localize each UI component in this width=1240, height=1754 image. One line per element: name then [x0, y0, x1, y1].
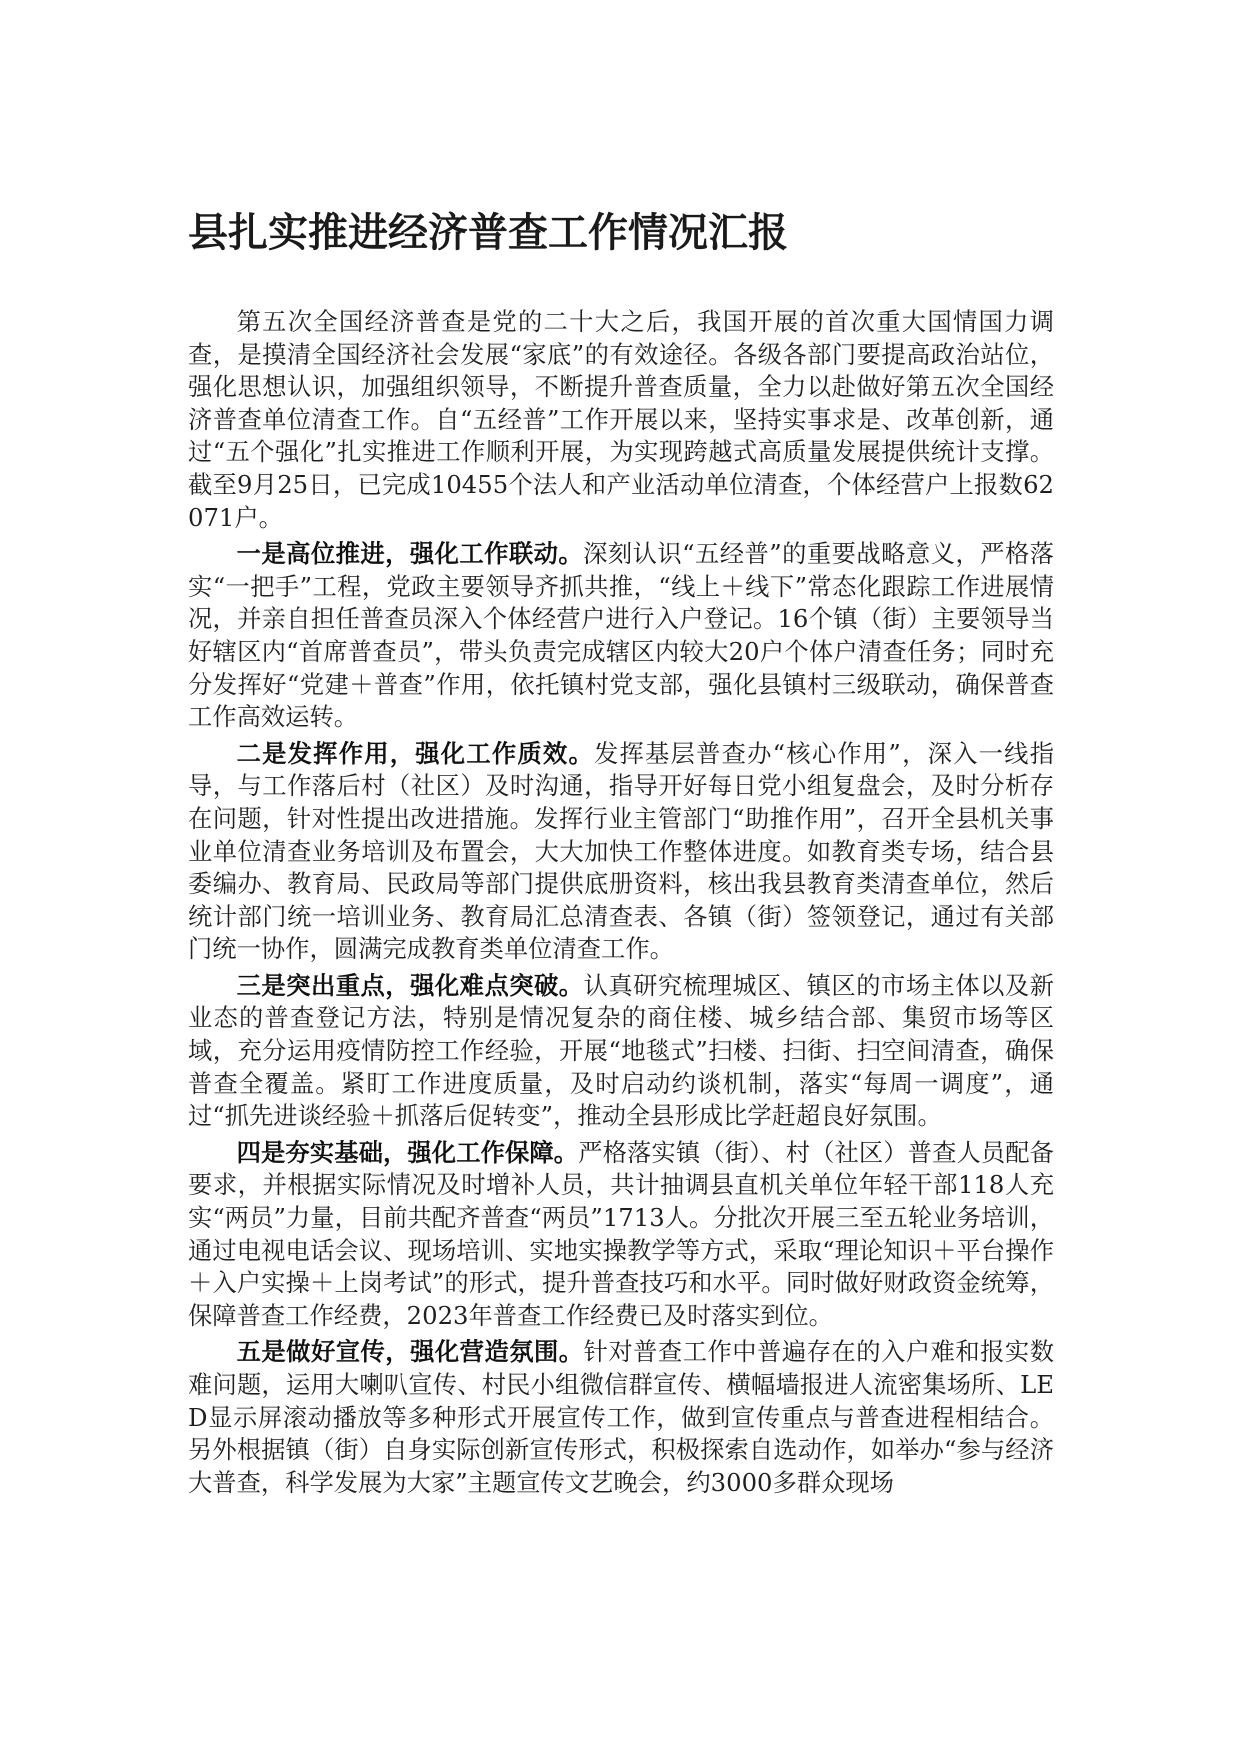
paragraph-text: 认真研究梳理城区、镇区的市场主体以及新业态的普查登记方法，特别是情况复杂的商住楼、城乡结合部、集贸市场等区域，充分运用疫情防控工作经验，开展“地毯式”扫楼、扫街、扫空间清查，确保普查全覆盖。紧盯工作进度质量，及时启动约谈机制，落实“每周一调度”，通过“抓先进谈经验＋抓落后促转变”，推动全县形成比学赶超良好氛围。 — [188, 970, 1054, 1131]
paragraph-text: 深刻认识“五经普”的重要战略意义，严格落实“一把手”工程，党政主要领导齐抓共推，“线上＋线下”常态化跟踪工作进展情况，并亲自担任普查员深入个体经营户进行入户登记。16个镇（街）主要领导当好辖区内“首席普查员”，带头负责完成辖区内较大20户个体户清查任务；同时充分发挥好“党建＋普查”作用，依托镇村党支部，强化县镇村三级联动，确保普查工作高效运转。 — [188, 539, 1054, 732]
paragraph-point-1 — [188, 538, 1054, 734]
paragraph-point-3 — [188, 970, 1054, 1133]
paragraph-point-2 — [188, 738, 1054, 966]
paragraph-text: 针对普查工作中普遍存在的入户难和报实数难问题，运用大喇叭宣传、村民小组微信群宣传、横幅墙报进人流密集场所、LED显示屏滚动播放等多种形式开展宣传工作，做到宣传重点与普查进程相结合。另外根据镇（街）自身实际创新宣传形式，积极探索自选动作，如举办“参与经济大普查，科学发展为大家”主题宣传文艺晚会，约3000多群众现场 — [188, 1337, 1054, 1497]
paragraph-intro — [188, 306, 1054, 534]
document-title: 县扎实推进经济普查工作情况汇报 — [188, 210, 788, 256]
paragraph-lead: 一是高位推进，强化工作联动。 — [236, 539, 584, 569]
paragraph-point-4 — [188, 1137, 1054, 1333]
paragraph-point-5 — [188, 1336, 1054, 1499]
paragraph-text: 发挥基层普查办“核心作用”，深入一线指导，与工作落后村（社区）及时沟通，指导开好每日党小组复盘会，及时分析存在问题，针对性提出改进措施。发挥行业主管部门“助推作用”，召开全县机关事业单位清查业务培训及布置会，大大加快工作整体进度。如教育类专场，结合县委编办、教育局、民政局等部门提供底册资料，核出我县教育类清查单位，然后统计部门统一培训业务、教育局汇总清查表、各镇（街）签领登记，通过有关部门统一协作，圆满完成教育类单位清查工作。 — [188, 738, 1054, 964]
document-body — [188, 306, 1054, 1499]
paragraph-lead: 四是夯实基础，强化工作保障。 — [236, 1137, 579, 1167]
paragraph-text: 第五次全国经济普查是党的二十大之后，我国开展的首次重大国情国力调查，是摸清全国经济社会发展“家底”的有效途径。各级各部门要提高政治站位，强化思想认识，加强组织领导，不断提升普查质量，全力以赴做好第五次全国经济普查单位清查工作。自“五经普”工作开展以来，坚持实事求是、改革创新，通过“五个强化”扎实推进工作顺利开展，为实现跨越式高质量发展提供统计支撑。截至9月25日，已完成10455个法人和产业活动单位清查，个体经营户上报数62071户。 — [188, 307, 1054, 532]
paragraph-lead: 五是做好宣传，强化营造氛围。 — [236, 1337, 584, 1367]
paragraph-text: 严格落实镇（街）、村（社区）普查人员配备要求，并根据实际情况及时增补人员，共计抽调县直机关单位年轻干部118人充实“两员”力量，目前共配齐普查“两员”1713人。分批次开展三至五轮业务培训，通过电视电话会议、现场培训、实地实操教学等方式，采取“理论知识＋平台操作＋入户实操＋上岗考试”的形式，提升普查技巧和水平。同时做好财政资金统筹，保障普查工作经费，2023年普查工作经费已及时落实到位。 — [188, 1137, 1054, 1330]
paragraph-lead: 二是发挥作用，强化工作质效。 — [236, 738, 594, 768]
paragraph-lead: 三是突出重点，强化难点突破。 — [236, 970, 584, 1000]
